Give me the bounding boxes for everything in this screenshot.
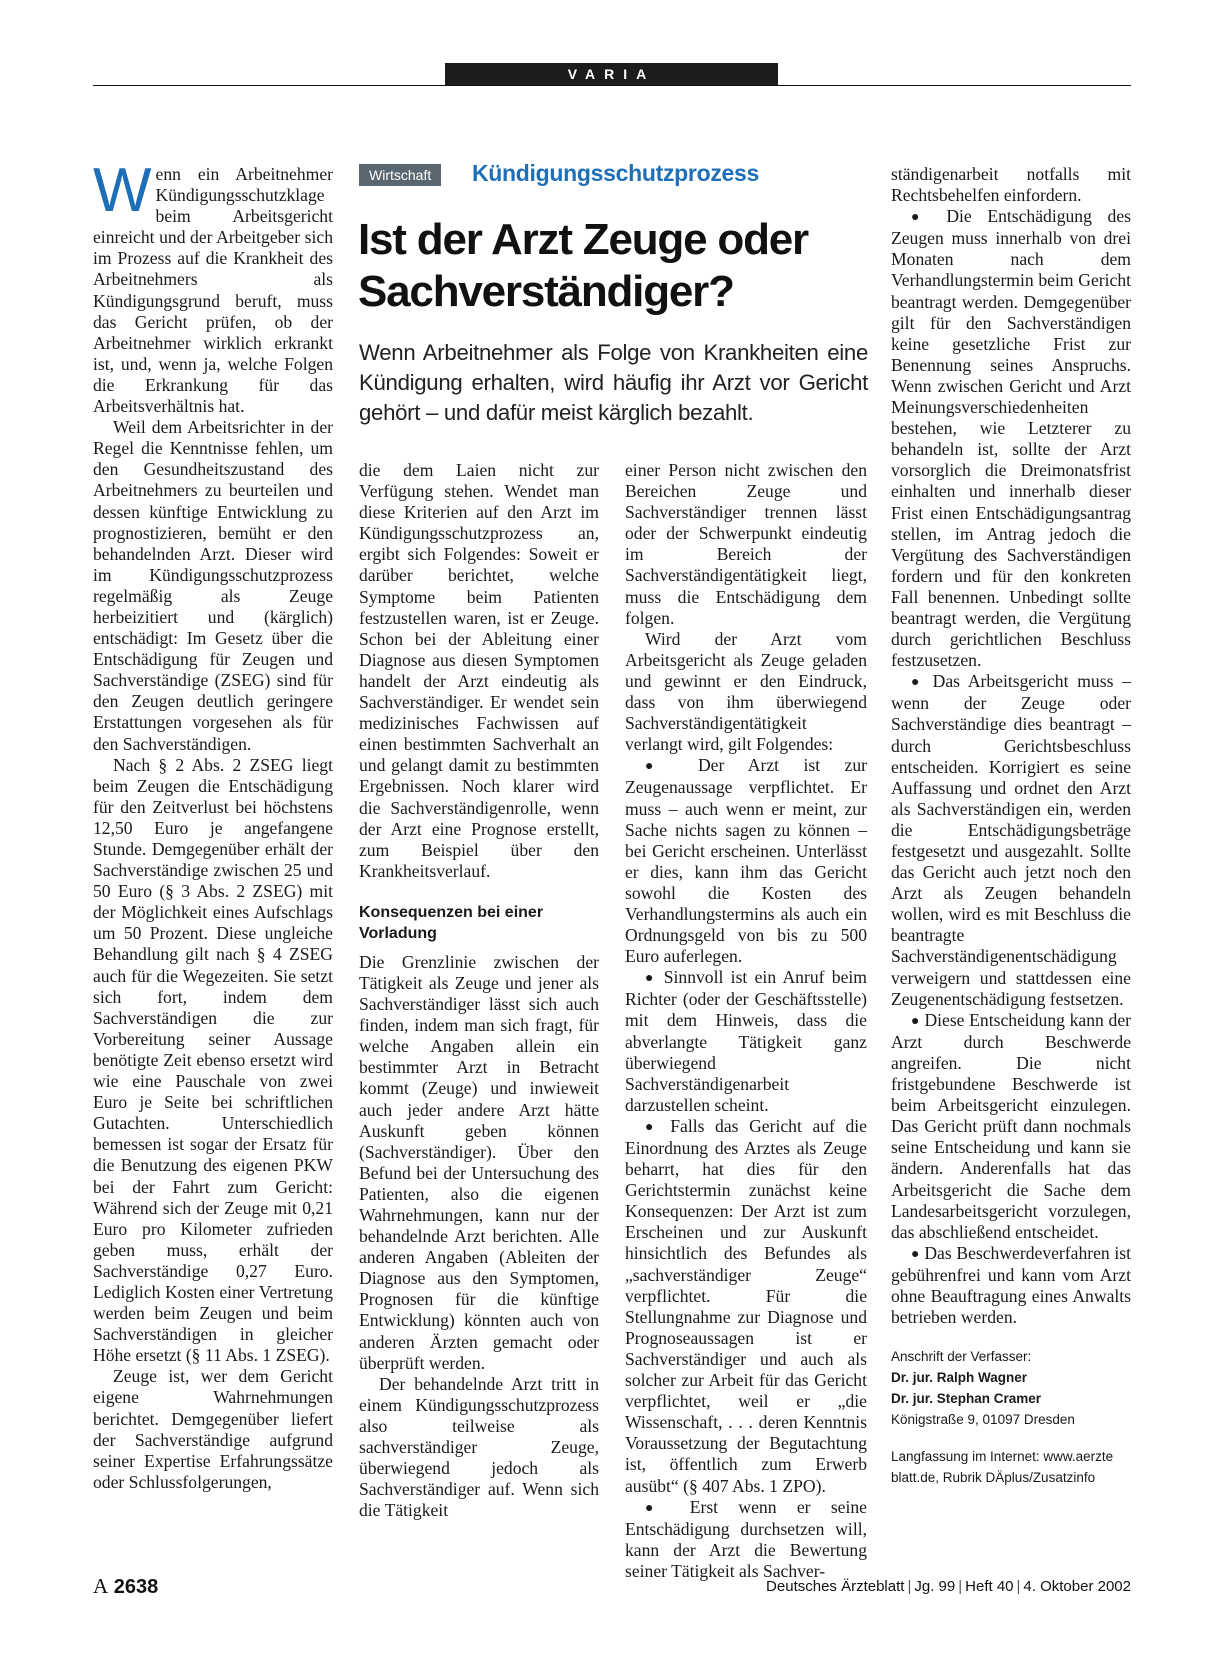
address-label: Anschrift der Verfasser: (891, 1349, 1032, 1365)
author-name: Dr. jur. Ralph Wagner (891, 1370, 1028, 1386)
journal-date: 4. Oktober 2002 (1023, 1578, 1131, 1595)
bullet-icon: ● (911, 210, 931, 226)
bullet-icon: ● (645, 759, 674, 775)
body-paragraph: Zeuge ist, wer dem Gericht eigene Wahrnehmungen berichtet. Demgegenüber liefert der Sachverständige aufgrund seiner Expertise Erfahrungssätze oder Schlussfolgerungen, (93, 1366, 333, 1492)
bullet-text: Die Entschädigung des Zeugen muss innerhalb von drei Monaten nach dem Verhandlungstermin beim Gericht beantragt werden. Demgegenüber gilt für den Sachverständigen keine gesetzliche Frist zur Benennung seines Anspruchs. Wenn zwischen Gericht und Arzt Meinungsverschiedenheiten bestehen, wie Letzterer zu behandeln ist, sollte der Arzt vorsorglich die Dreimonatsfrist einhalten und innerhalb dieser Frist einen Entschädigungsantrag stellen, im Antrag jedoch die Vergütung des Sachverständigen fordern und für den konkreten Fall benennen. Unbedingt sollte beantragt werden, die Vergütung durch gerichtlichen Beschluss festzusetzen. (891, 206, 1131, 671)
article-column-2 (359, 460, 599, 1521)
body-paragraph: Die Grenzlinie zwischen der Tätigkeit als Zeuge und jener als Sachverständiger lässt sich auch finden, indem man sich fragt, für welche Angaben allein ein bestimmter Arzt in Betracht kommt (Zeuge) und inwieweit auch jeder andere Arzt hätte Auskunft geben können (Sachverständiger). Über den Befund bei der Untersuchung des Patienten, also die eigenen Wahrnehmungen, kann nur der behandelnde Arzt berichten. Alle anderen Angaben (Ableiten der Diagnose aus den Symptomen, Prognosen für die künftige Entwicklung) könnten auch von anderen Ärzten gemacht oder überprüft werden. (359, 951, 599, 1373)
journal-issue: Heft 40 (965, 1578, 1014, 1595)
body-paragraph: Weil dem Arbeitsrichter in der Regel die Kenntnisse fehlen, um den Gesundheitszustand des Arbeitnehmers zu beurteilen und dessen künftige Entwicklung zu prognostizieren, bemüht er den behandelnden Arzt. Dieser wird im Kündigungsschutzprozess regelmäßig als Zeuge herbeizitiert und (kärglich) entschädigt: Im Gesetz über die Entschädigung für Zeugen und Sachverständige (ZSEG) sind für den Zeugen deutlich geringere Erstattungen vorgesehen als für den Sachverständigen. (93, 417, 333, 754)
article-column-4 (891, 164, 1131, 1488)
web-note-line: Langfassung im Internet: www.aerzte (891, 1449, 1114, 1465)
body-paragraph: Wird der Arzt vom Arbeitsgericht als Zeuge geladen und gewinnt er den Eindruck, dass von ihm überwiegend Sachverständigentätigkeit verlangt wird, gilt Folgendes: (625, 628, 867, 755)
article-lead: Wenn Arbeitnehmer als Folge von Krankheiten eine Kündigung erhalten, wird häufig ihr Arzt vor Gericht gehört – und dafür meist kärglich bezahlt. (359, 340, 868, 425)
journal-name: Deutsches Ärzteblatt (766, 1578, 905, 1595)
body-paragraph: einer Person nicht zwischen den Bereichen Zeuge und Sachverständiger trennen lässt oder der Schwerpunkt eindeutig im Bereich der Sachverständigentätigkeit liegt, muss die Entschädigung dem folgen. (625, 460, 867, 628)
bullet-paragraph (625, 755, 867, 967)
author-address (891, 1346, 1131, 1430)
rubric-title: Kündigungsschutzprozess (472, 160, 760, 186)
drop-cap: W (93, 156, 152, 225)
body-paragraph: Nach § 2 Abs. 2 ZSEG liegt beim Zeugen die Entschädigung für den Zeitverlust bei höchstens 12,50 Euro je angefangene Stunde. Demgegenüber erhält der Sachverständige zwischen 25 und 50 Euro (§ 3 Abs. 2 ZSEG) mit der Möglichkeit eines Aufschlags um 50 Prozent. Diese ungleiche Behandlung gilt nach § 4 ZSEG auch für die Wegezeiten. Sie setzt sich fort, indem dem Sachverständigen die zur Vorbereitung seiner Aussage benötigte Zeit ebenso ersetzt wird wie eine Pauschale von zwei Euro je Seite bei schriftlichen Gutachten. Unterschiedlich bemessen ist sogar der Ersatz für die Benutzung des eigenen PKW bei der Fahrt zum Gericht: Während sich der Zeuge mit 0,21 Euro pro Kilometer zufrieden geben muss, erhält der Sachverständige 0,27 Euro. Lediglich Kosten einer Vertretung werden beim Zeugen und beim Sachverständigen in gleicher Höhe ersetzt (§ 11 Abs. 1 ZSEG). (93, 754, 333, 1366)
bullet-paragraph (891, 671, 1131, 1010)
article-column-1 (93, 156, 333, 1493)
page-number (93, 1574, 158, 1599)
bullet-icon: ● (911, 1013, 920, 1029)
section-subhead: Konsequenzen bei einer Vorladung (359, 903, 544, 942)
body-paragraph: Der behandelnde Arzt tritt in einem Kündigungsschutzprozess also teilweise als sachverständiger Zeuge, überwiegend jedoch als Sachverständiger auf. Wenn sich die Tätigkeit (359, 1373, 599, 1521)
bullet-icon: ● (645, 971, 657, 987)
intro-paragraph (93, 156, 333, 417)
bullet-paragraph (891, 1010, 1131, 1243)
bullet-icon: ● (645, 1500, 670, 1516)
bullet-text: Diese Entscheidung kann der Arzt durch Beschwerde angreifen. Die nicht fristgebundene Beschwerde ist beim Arbeitsgericht einzulegen. Das Gericht prüft dann nochmals seine Entscheidung und kann sie ändern. Anderenfalls hat das Arbeitsgericht die Sache dem Landesarbeitsgericht vorzulegen, das abschließend entscheidet. (891, 1009, 1131, 1242)
web-note (891, 1446, 1131, 1488)
bullet-text: Der Arzt ist zur Zeugenaussage verpflichtet. Er muss – auch wenn er meint, zur Sache nichts sagen zu können – bei Gericht erscheinen. Unterlässt er dies, kann ihm das Gericht sowohl die Kosten des Verhandlungstermins als auch ein Ordnungsgeld von bis zu 500 Euro auferlegen. (625, 755, 867, 967)
bullet-paragraph (625, 1497, 867, 1582)
journal-volume: Jg. 99 (914, 1578, 956, 1595)
bullet-text: Falls das Gericht auf die Einordnung des Arztes als Zeuge beharrt, hat dies für den Gerichtstermin zunächst keine Konsequenzen: Der Arzt ist zum Erscheinen und zur Auskunft hinsichtlich des Befundes als „sachverständiger Zeuge“ verpflichtet. Für die Stellungnahme zur Diagnose und Prognoseaussagen ist er Sachverständiger und auch als solcher zur Arbeit für das Gericht verpflichtet, weil er „die Wissenschaft, . . . deren Kenntnis Voraussetzung der Begutachtung ist, öffentlich zum Erwerb ausübt“ (§ 407 Abs. 1 ZPO). (625, 1115, 867, 1496)
bullet-text: Sinnvoll ist ein Anruf beim Richter (oder der Geschäftsstelle) mit dem Hinweis, dass die abverlangte Tätigkeit ganz überwiegend Sachverständigenarbeit darzustellen scheint. (625, 967, 867, 1115)
bullet-icon: ● (911, 675, 924, 691)
article-column-3 (625, 460, 867, 1582)
bullet-paragraph (625, 1116, 867, 1497)
bullet-paragraph (891, 1243, 1131, 1328)
page-prefix: A (93, 1574, 109, 1598)
bullet-text: Das Arbeitsgericht muss – wenn der Zeuge oder Sachverständige dies beantragt – durch Gerichtsbeschluss entscheiden. Korrigiert es seine Auffassung und ordnet den Arzt als Sachverständigen ein, werden die Entschädigungsbeträge festgesetzt und ausgezahlt. Sollte das Gericht auch jetzt noch den Arzt als Zeugen behandeln wollen, wird es mit Beschluss die beantragte Sachverständigenentschädigung verweigern und stattdessen eine Zeugenentschädigung festsetzen. (891, 671, 1131, 1009)
header-rule (93, 85, 1131, 86)
body-paragraph: die dem Laien nicht zur Verfügung stehen. Wendet man diese Kriterien auf den Arzt im Kündigungsschutzprozess an, ergibt sich Folgendes: Soweit er darüber berichtet, welche Symptome beim Patienten festzustellen waren, ist er Zeuge. Schon bei der Ableitung einer Diagnose aus diesen Symptomen handelt der Arzt eindeutig als Sachverständiger. Er wendet sein medizinisches Fachwissen auf einen bestimmten Sachverhalt an und gelangt damit zu bestimmten Ergebnissen. Noch klarer wird die Sachverständigenrolle, wenn der Arzt eine Prognose erstellt, zum Beispiel über den Krankheitsverlauf. (359, 460, 599, 881)
intro-text: enn ein Arbeitnehmer Kündigungsschutzklage beim Arbeitsgericht einreicht und der Arbeitgeber sich im Prozess auf die Krankheit des Arbeitnehmers als Kündigungsgrund beruft, muss das Gericht prüfen, ob der Arbeitnehmer wirklich erkrankt ist, und, wenn ja, welche Folgen die Erkrankung für das Arbeitsverhältnis hat. (93, 164, 333, 417)
bullet-icon: ● (911, 1246, 920, 1262)
bullet-icon: ● (645, 1119, 660, 1135)
page-number-value: 2638 (113, 1576, 159, 1598)
bullet-text: Das Beschwerdeverfahren ist gebührenfrei und kann vom Arzt ohne Beauftragung eines Anwalts betrieben werden. (891, 1242, 1131, 1328)
author-name: Dr. jur. Stephan Cramer (891, 1391, 1042, 1407)
section-label: VARIA (445, 63, 778, 85)
bullet-text: Erst wenn er seine Entschädigung durchsetzen will, kann der Arzt die Bewertung seiner Tätigkeit als Sachver- (625, 1496, 867, 1581)
rubric-tag: Wirtschaft (359, 164, 441, 186)
body-paragraph: ständigenarbeit notfalls mit Rechtsbehelfen einfordern. (891, 164, 1131, 206)
bullet-paragraph (891, 206, 1131, 671)
journal-info: Deutsches Ärzteblatt | Jg. 99 | Heft 40 | 4. Oktober 2002 (766, 1578, 1131, 1595)
article-headline: Ist der Arzt Zeuge oder Sachverständiger? (358, 215, 808, 316)
bullet-paragraph (625, 967, 867, 1116)
author-street: Königstraße 9, 01097 Dresden (891, 1412, 1075, 1428)
web-note-line: blatt.de, Rubrik DÄplus/Zusatzinfo (891, 1470, 1096, 1486)
